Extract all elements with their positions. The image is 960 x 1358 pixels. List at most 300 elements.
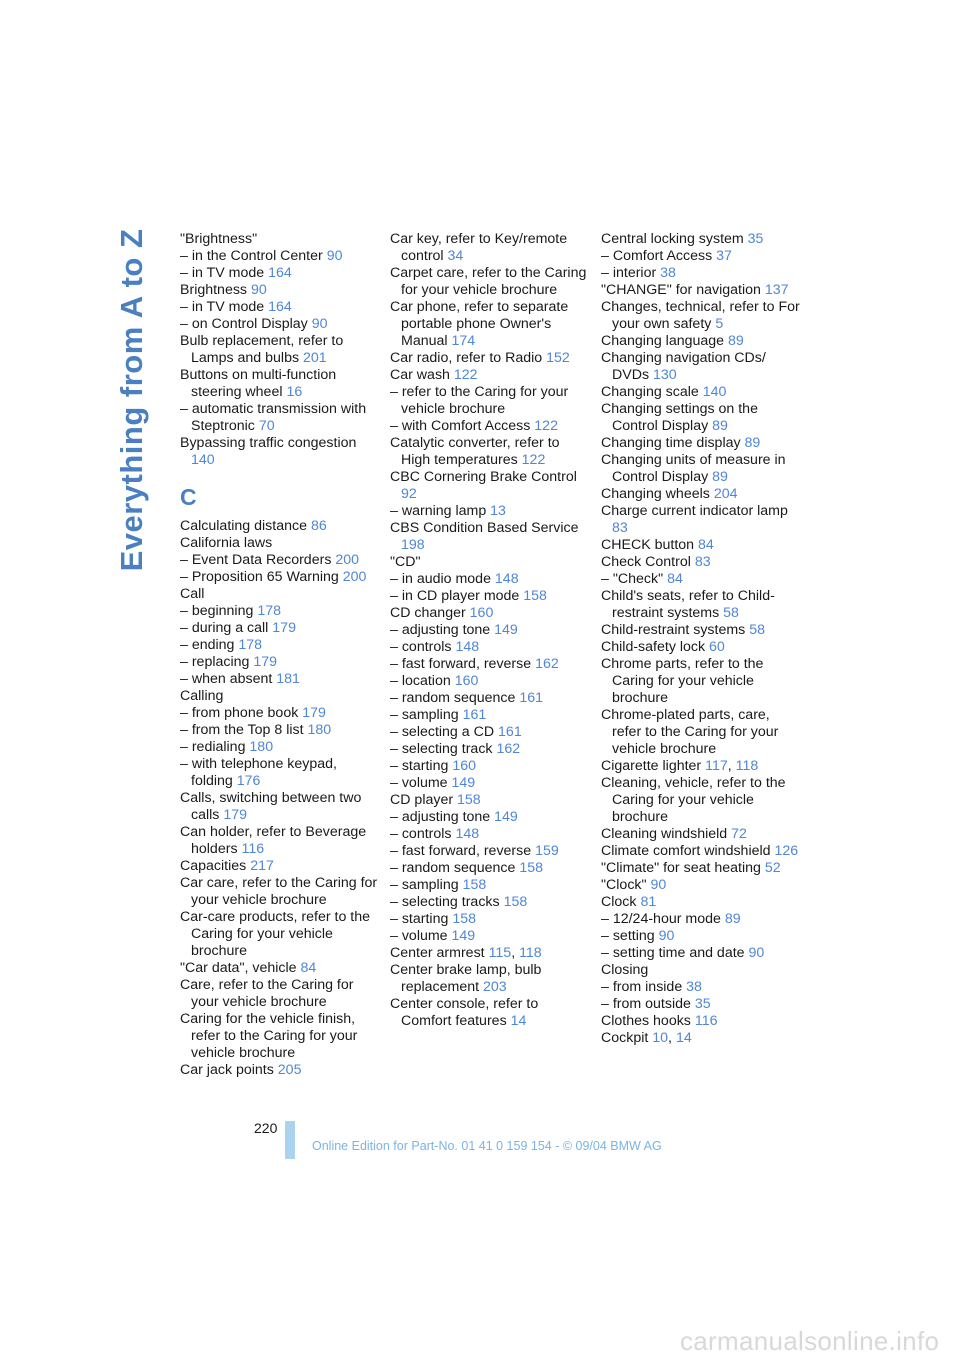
page-reference-link[interactable]: 160 — [454, 673, 479, 689]
index-entry-text: – "Check" — [601, 571, 664, 587]
index-entry-text: Chrome-plated parts, care, refer to the Caring for your vehicle brochure — [601, 707, 779, 757]
index-entry — [390, 384, 590, 418]
index-entry — [601, 299, 801, 333]
index-entry-text: Changing time display — [601, 435, 741, 451]
index-entry — [601, 537, 801, 554]
index-entry-text: Car jack points — [180, 1062, 274, 1078]
index-entry — [390, 894, 590, 911]
index-entry-text: Center brake lamp, bulb replacement — [390, 962, 542, 995]
index-entry — [390, 231, 590, 265]
index-entry — [601, 554, 801, 571]
page-reference-link[interactable]: 84 — [300, 960, 317, 976]
page-reference-link[interactable]: 164 — [268, 299, 292, 315]
index-entry-text: Charge current indicator lamp — [601, 503, 788, 519]
index-entry-text: Changing units of measure in Control Display — [601, 452, 786, 485]
index-entry — [601, 452, 801, 486]
index-entry — [390, 605, 590, 622]
page-reference-link[interactable]: 90 — [250, 282, 267, 298]
index-entry — [601, 894, 801, 911]
index-entry-text: – setting — [601, 928, 655, 944]
index-entry-text: Care, refer to the Caring for your vehicle brochure — [180, 977, 354, 1010]
index-entry — [180, 518, 380, 535]
index-entry — [601, 231, 801, 248]
footer-accent-bar — [285, 1121, 295, 1159]
page-reference-link[interactable]: 200 — [335, 552, 360, 568]
index-entry-text: – 12/24-hour mode — [601, 911, 721, 927]
index-entry-text: Child-safety lock — [601, 639, 706, 655]
index-entry-text: – fast forward, reverse — [390, 843, 532, 859]
page-reference-link[interactable]: 37 — [716, 248, 732, 264]
index-entry-text: Clothes hooks — [601, 1013, 691, 1029]
page-number: 220 — [254, 1120, 278, 1136]
index-entry — [180, 620, 380, 637]
index-entry-text: Can holder, refer to Beverage holders — [180, 824, 367, 857]
page-reference-link[interactable]: 81 — [640, 894, 657, 910]
page-reference-link[interactable]: 35 — [694, 996, 711, 1012]
index-entry-text: Bypassing traffic congestion — [180, 435, 357, 451]
page-reference-link[interactable]: 181 — [276, 671, 300, 687]
index-entry-text: – Comfort Access — [601, 248, 713, 264]
page-reference-link[interactable]: 122 — [534, 418, 558, 434]
index-entry-text: – starting — [390, 758, 449, 774]
page-reference-link[interactable]: 115 — [488, 945, 512, 961]
index-entry — [390, 265, 590, 299]
index-entry — [180, 435, 380, 469]
footer-edition-note: Online Edition for Part-No. 01 41 0 159 154 - © 09/04 BMW AG — [312, 1139, 662, 1153]
index-entry — [390, 435, 590, 469]
index-entry — [180, 688, 380, 705]
page-reference-link[interactable]: 162 — [496, 741, 521, 757]
index-entry — [390, 588, 590, 605]
index-entry-text: – in TV mode — [180, 265, 265, 281]
index-entry-text: – on Control Display — [180, 316, 308, 332]
index-entry-text: – with telephone keypad, folding — [180, 756, 337, 789]
index-entry — [390, 741, 590, 758]
index-entry — [180, 909, 380, 960]
index-entry — [390, 860, 590, 877]
index-entry — [601, 911, 801, 928]
index-entry — [180, 1062, 380, 1079]
page-reference-link[interactable]: 90 — [650, 877, 667, 893]
index-entry — [180, 282, 380, 299]
index-entry — [180, 824, 380, 858]
index-entry-text: Chrome parts, refer to the Caring for your vehicle brochure — [601, 656, 764, 706]
index-entry — [601, 435, 801, 452]
index-entry-text: Center armrest — [390, 945, 485, 961]
index-entry-text: "CD" — [390, 554, 421, 570]
index-entry-text: – selecting track — [390, 741, 493, 757]
page-reference-link[interactable]: 89 — [744, 435, 761, 451]
page-reference-link[interactable]: 34 — [447, 248, 464, 264]
index-entry-text: – controls — [390, 639, 452, 655]
index-entry — [390, 503, 590, 520]
index-entry-text: – ending — [180, 637, 235, 653]
index-entry — [180, 705, 380, 722]
index-entry-text: – from the Top 8 list — [180, 722, 304, 738]
index-entry — [390, 520, 590, 554]
page-reference-link[interactable]: 10 — [652, 1030, 669, 1046]
index-entry-text: – from phone book — [180, 705, 299, 721]
index-entry-text: – sampling — [390, 707, 459, 723]
index-entry-text: – selecting a CD — [390, 724, 495, 740]
index-entry-text: – starting — [390, 911, 449, 927]
index-entry-text: – Proposition 65 Warning — [180, 569, 339, 585]
index-entry-text: Calls, switching between two calls — [180, 790, 362, 823]
index-entry-text: Car wash — [390, 367, 450, 383]
index-entry-text: Brightness — [180, 282, 248, 298]
page-reference-link[interactable]: 140 — [191, 452, 215, 468]
index-entry-text: "Brightness" — [180, 231, 258, 247]
index-entry — [180, 722, 380, 739]
index-entry-text: Carpet care, refer to the Caring for your vehicle brochure — [390, 265, 587, 298]
page-reference-link[interactable]: 160 — [469, 605, 494, 621]
index-entry — [390, 758, 590, 775]
index-entry-text: Car radio, refer to Radio — [390, 350, 543, 366]
page-reference-link[interactable]: 205 — [277, 1062, 302, 1078]
index-entry — [180, 654, 380, 671]
page-reference-link[interactable]: 90 — [311, 316, 328, 332]
index-entry — [390, 350, 590, 367]
page-reference-link[interactable]: 148 — [455, 639, 480, 655]
index-entry-text: CD changer — [390, 605, 466, 621]
index-entry-text: Changes, technical, refer to For your own safety — [601, 299, 800, 332]
index-entry — [180, 637, 380, 654]
index-entry — [601, 945, 801, 962]
index-entry-text: – fast forward, reverse — [390, 656, 532, 672]
index-entry — [180, 401, 380, 435]
index-entry — [601, 503, 801, 537]
index-entry-text: California laws — [180, 535, 273, 551]
page-reference-link[interactable]: 90 — [658, 928, 675, 944]
index-entry-text: – redialing — [180, 739, 246, 755]
page-reference-link[interactable]: 161 — [519, 690, 544, 706]
index-entry — [390, 622, 590, 639]
page-reference-link[interactable]: 179 — [253, 654, 278, 670]
index-entry — [180, 603, 380, 620]
index-entry-text: – volume — [390, 775, 448, 791]
page-reference-link[interactable]: 149 — [494, 622, 518, 638]
index-entry-text: Child's seats, refer to Child-restraint systems — [601, 588, 775, 621]
index-entry — [601, 350, 801, 384]
index-entry — [390, 690, 590, 707]
page-reference-link[interactable]: 14 — [675, 1030, 692, 1046]
page-reference-link[interactable]: 149 — [451, 928, 476, 944]
page-reference-link[interactable]: 38 — [660, 265, 676, 281]
index-entry — [601, 265, 801, 282]
index-entry-text: Car-care products, refer to the Caring for your vehicle brochure — [180, 909, 371, 959]
index-entry-text: Call — [180, 586, 205, 602]
index-entry-text: – adjusting tone — [390, 622, 491, 638]
page-reference-link[interactable]: 118 — [519, 945, 542, 961]
page-reference-link[interactable]: 86 — [310, 518, 327, 534]
index-entry — [390, 928, 590, 945]
index-entry — [180, 316, 380, 333]
index-entry — [390, 826, 590, 843]
page-reference-link[interactable]: 130 — [653, 367, 677, 383]
index-entry — [180, 367, 380, 401]
side-title-text: Everything from A to Z — [114, 228, 149, 572]
index-entry — [601, 962, 801, 979]
index-entry-text: – automatic transmission with Steptronic — [180, 401, 367, 434]
index-entry — [180, 671, 380, 688]
page-reference-link[interactable]: 126 — [774, 843, 799, 859]
index-entry — [390, 877, 590, 894]
page-reference-link[interactable]: 198 — [401, 537, 425, 553]
index-entry-text: Catalytic converter, refer to High temperatures — [390, 435, 560, 468]
index-entry-text: Changing scale — [601, 384, 699, 400]
index-entry — [601, 1013, 801, 1030]
index-entry-text: Changing settings on the Control Display — [601, 401, 758, 434]
index-entry-text: Center console, refer to Comfort features — [390, 996, 539, 1029]
index-entry — [601, 707, 801, 758]
page-reference-link[interactable]: 176 — [236, 773, 261, 789]
index-entry — [390, 469, 590, 503]
index-entry — [180, 739, 380, 756]
page-reference-link[interactable]: 164 — [268, 265, 292, 281]
index-entry — [390, 656, 590, 673]
page-reference-link[interactable]: 83 — [694, 554, 711, 570]
page-reference-link[interactable]: 200 — [342, 569, 367, 585]
page-reference-link[interactable]: 89 — [712, 418, 728, 434]
index-entry — [390, 911, 590, 928]
index-entry — [180, 535, 380, 552]
index-entry-text: Cleaning, vehicle, refer to the Caring for your vehicle brochure — [601, 775, 786, 825]
page-reference-link[interactable]: 83 — [612, 520, 628, 536]
page-reference-link[interactable]: 13 — [490, 503, 506, 519]
page-reference-link[interactable]: 60 — [709, 639, 725, 655]
index-entry-text: – location — [390, 673, 451, 689]
index-entry-text: Calling — [180, 688, 224, 704]
page-reference-link[interactable]: 203 — [483, 979, 507, 995]
index-entry-text: Closing — [601, 962, 649, 978]
page-reference-link[interactable]: 92 — [401, 486, 417, 502]
index-entry — [390, 571, 590, 588]
index-entry — [390, 962, 590, 996]
page-reference-link[interactable]: 89 — [724, 911, 741, 927]
index-letter-heading: C — [180, 484, 197, 510]
page-reference-link[interactable]: 116 — [694, 1013, 718, 1029]
index-entry-text: – adjusting tone — [390, 809, 491, 825]
page-reference-link[interactable]: 35 — [747, 231, 764, 247]
index-entry — [390, 707, 590, 724]
index-entry-text: – Event Data Recorders — [180, 552, 332, 568]
page-reference-link[interactable]: 159 — [535, 843, 559, 859]
page-reference-link[interactable]: 178 — [257, 603, 281, 619]
index-entry: Cockpit 10, 14 — [601, 1030, 692, 1046]
page-reference-link[interactable]: 179 — [272, 620, 296, 636]
site-watermark: carmanualsonline.info — [680, 1326, 940, 1356]
index-entry — [601, 248, 801, 265]
page-reference-link[interactable]: 204 — [713, 486, 738, 502]
index-entry: Cigarette lighter 117, 118 — [601, 758, 759, 774]
index-entry-text: Changing language — [601, 333, 725, 349]
page-reference-link[interactable]: 161 — [498, 724, 522, 740]
page-reference-link[interactable]: 52 — [764, 860, 781, 876]
page-reference-link[interactable]: 149 — [451, 775, 476, 791]
index-entry-text: "Clock" — [601, 877, 647, 893]
index-entry-text: – with Comfort Access — [390, 418, 531, 434]
index-entry — [390, 367, 590, 384]
index-entry-text: – from inside — [601, 979, 683, 995]
page-reference-link[interactable]: 158 — [452, 911, 476, 927]
index-entry-text: CBS Condition Based Service — [390, 520, 579, 536]
page-reference-link[interactable]: 70 — [258, 418, 275, 434]
index-entry-text: – setting time and date — [601, 945, 745, 961]
page-reference-link[interactable]: 117 — [705, 758, 728, 774]
index-entry — [601, 843, 801, 860]
page-reference-link[interactable]: 148 — [494, 571, 519, 587]
page-reference-link[interactable]: 90 — [748, 945, 765, 961]
index-entry-text: "CHANGE" for navigation — [601, 282, 761, 298]
page-reference-link[interactable]: 58 — [723, 605, 739, 621]
index-entry-text: – random sequence — [390, 860, 516, 876]
index-entry — [601, 588, 801, 622]
index-entry — [390, 843, 590, 860]
index-entry-text: Caring for the vehicle finish, refer to the Caring for your vehicle brochure — [180, 1011, 358, 1061]
page-reference-link[interactable]: 122 — [453, 367, 478, 383]
index-entry — [180, 756, 380, 790]
page-reference-link[interactable]: 161 — [462, 707, 487, 723]
index-entry — [601, 826, 801, 843]
index-entry-text: – during a call — [180, 620, 269, 636]
index-column-1 — [180, 231, 380, 1079]
section-side-title — [107, 230, 157, 570]
page-reference-link[interactable]: 122 — [521, 452, 546, 468]
index-entry — [390, 724, 590, 741]
index-entry — [180, 875, 380, 909]
page-reference-link[interactable]: 137 — [764, 282, 789, 298]
index-entry — [390, 996, 590, 1030]
index-entry — [601, 571, 801, 588]
index-entry-text: Buttons on multi-function steering wheel — [180, 367, 337, 400]
page-reference-link[interactable]: 217 — [250, 858, 274, 874]
index-entry — [601, 486, 801, 503]
page-reference-link[interactable]: 178 — [238, 637, 263, 653]
index-entry — [601, 996, 801, 1013]
index-entry-text: – refer to the Caring for your vehicle brochure — [390, 384, 569, 417]
index-entry — [180, 960, 380, 977]
page-reference-link[interactable]: 201 — [303, 350, 327, 366]
page-reference-link[interactable]: 5 — [715, 316, 724, 332]
index-entry — [390, 554, 590, 571]
index-entry-text: Cleaning windshield — [601, 826, 728, 842]
page-reference-link[interactable]: 180 — [249, 739, 274, 755]
index-entry — [390, 809, 590, 826]
page-reference-link[interactable]: 14 — [510, 1013, 527, 1029]
page-reference-link[interactable]: 158 — [462, 877, 487, 893]
index-entry — [390, 792, 590, 809]
index-entry-text: – controls — [390, 826, 452, 842]
index-entry-text: Cockpit — [601, 1030, 649, 1046]
index-entry-text: – from outside — [601, 996, 691, 1012]
index-entry — [180, 265, 380, 282]
index-entry-text: Changing navigation CDs/ DVDs — [601, 350, 766, 383]
page-reference-link[interactable]: 118 — [735, 758, 759, 774]
index-entry-text: Central locking system — [601, 231, 744, 247]
index-entry-text: – in audio mode — [390, 571, 491, 587]
index-entry — [601, 979, 801, 996]
index-entry-text: – selecting tracks — [390, 894, 500, 910]
index-entry-text: "Car data", vehicle — [180, 960, 297, 976]
page-reference-link[interactable]: 179 — [302, 705, 326, 721]
index-entry-text: Cigarette lighter — [601, 758, 702, 774]
index-entry — [601, 656, 801, 707]
index-entry-text: – in CD player mode — [390, 588, 520, 604]
index-entry-text: – interior — [601, 265, 657, 281]
index-entry — [180, 299, 380, 316]
page-reference-link[interactable]: 149 — [494, 809, 518, 825]
index-entry — [390, 299, 590, 350]
index-entry-text: CHECK button — [601, 537, 695, 553]
index-entry — [180, 858, 380, 875]
index-entry — [601, 333, 801, 350]
page-reference-link[interactable]: 89 — [728, 333, 744, 349]
index-entry-text: Car phone, refer to separate portable phone Owner's Manual — [390, 299, 569, 349]
index-entry-text: Car care, refer to the Caring for your vehicle brochure — [180, 875, 378, 908]
index-entry — [601, 622, 801, 639]
page-reference-link[interactable]: 158 — [457, 792, 481, 808]
index-entry — [180, 333, 380, 367]
index-entry — [180, 248, 380, 265]
page-reference-link[interactable]: 160 — [452, 758, 476, 774]
page-reference-link[interactable]: 179 — [223, 807, 248, 823]
index-entry — [601, 860, 801, 877]
index-entry — [180, 977, 380, 1011]
page-reference-link[interactable]: 152 — [546, 350, 570, 366]
page-reference-link[interactable]: 158 — [523, 588, 547, 604]
index-entry — [180, 1011, 380, 1062]
index-entry — [180, 586, 380, 603]
index-entry — [180, 569, 380, 586]
page-reference-link[interactable]: 158 — [519, 860, 544, 876]
page-reference-link[interactable]: 158 — [503, 894, 528, 910]
page-reference-link[interactable]: 58 — [749, 622, 766, 638]
page-reference-link[interactable]: 180 — [307, 722, 332, 738]
page-reference-link[interactable]: 90 — [326, 248, 343, 264]
index-entry — [601, 384, 801, 401]
page-reference-link[interactable]: 162 — [535, 656, 559, 672]
page-reference-link[interactable]: 174 — [451, 333, 476, 349]
index-entry-text: – warning lamp — [390, 503, 487, 519]
page-reference-link[interactable]: 116 — [241, 841, 265, 857]
index-entry — [180, 552, 380, 569]
index-entry: Center armrest 115, 118 — [390, 945, 542, 961]
index-entry-text: – beginning — [180, 603, 254, 619]
index-column-2 — [390, 231, 590, 1030]
index-column-3 — [601, 231, 801, 1047]
page-reference-link[interactable]: 16 — [286, 384, 303, 400]
page-reference-link[interactable]: 148 — [455, 826, 480, 842]
index-entry — [390, 673, 590, 690]
index-entry — [390, 639, 590, 656]
page-reference-link[interactable]: 38 — [686, 979, 702, 995]
index-entry — [601, 401, 801, 435]
page-reference-link[interactable]: 84 — [667, 571, 683, 587]
index-entry-text: – in TV mode — [180, 299, 265, 315]
index-entry-text: – random sequence — [390, 690, 516, 706]
index-entry-text: Child-restraint systems — [601, 622, 746, 638]
page-reference-link[interactable]: 72 — [731, 826, 747, 842]
index-entry-text: – in the Control Center — [180, 248, 323, 264]
page-reference-link[interactable]: 84 — [698, 537, 714, 553]
page-reference-link[interactable]: 89 — [712, 469, 728, 485]
index-entry — [180, 231, 380, 248]
index-entry-text: CD player — [390, 792, 454, 808]
page-reference-link[interactable]: 140 — [702, 384, 727, 400]
index-entry-text: Check Control — [601, 554, 691, 570]
index-entry-text: – sampling — [390, 877, 459, 893]
index-entry-text: Bulb replacement, refer to Lamps and bulbs — [180, 333, 344, 366]
